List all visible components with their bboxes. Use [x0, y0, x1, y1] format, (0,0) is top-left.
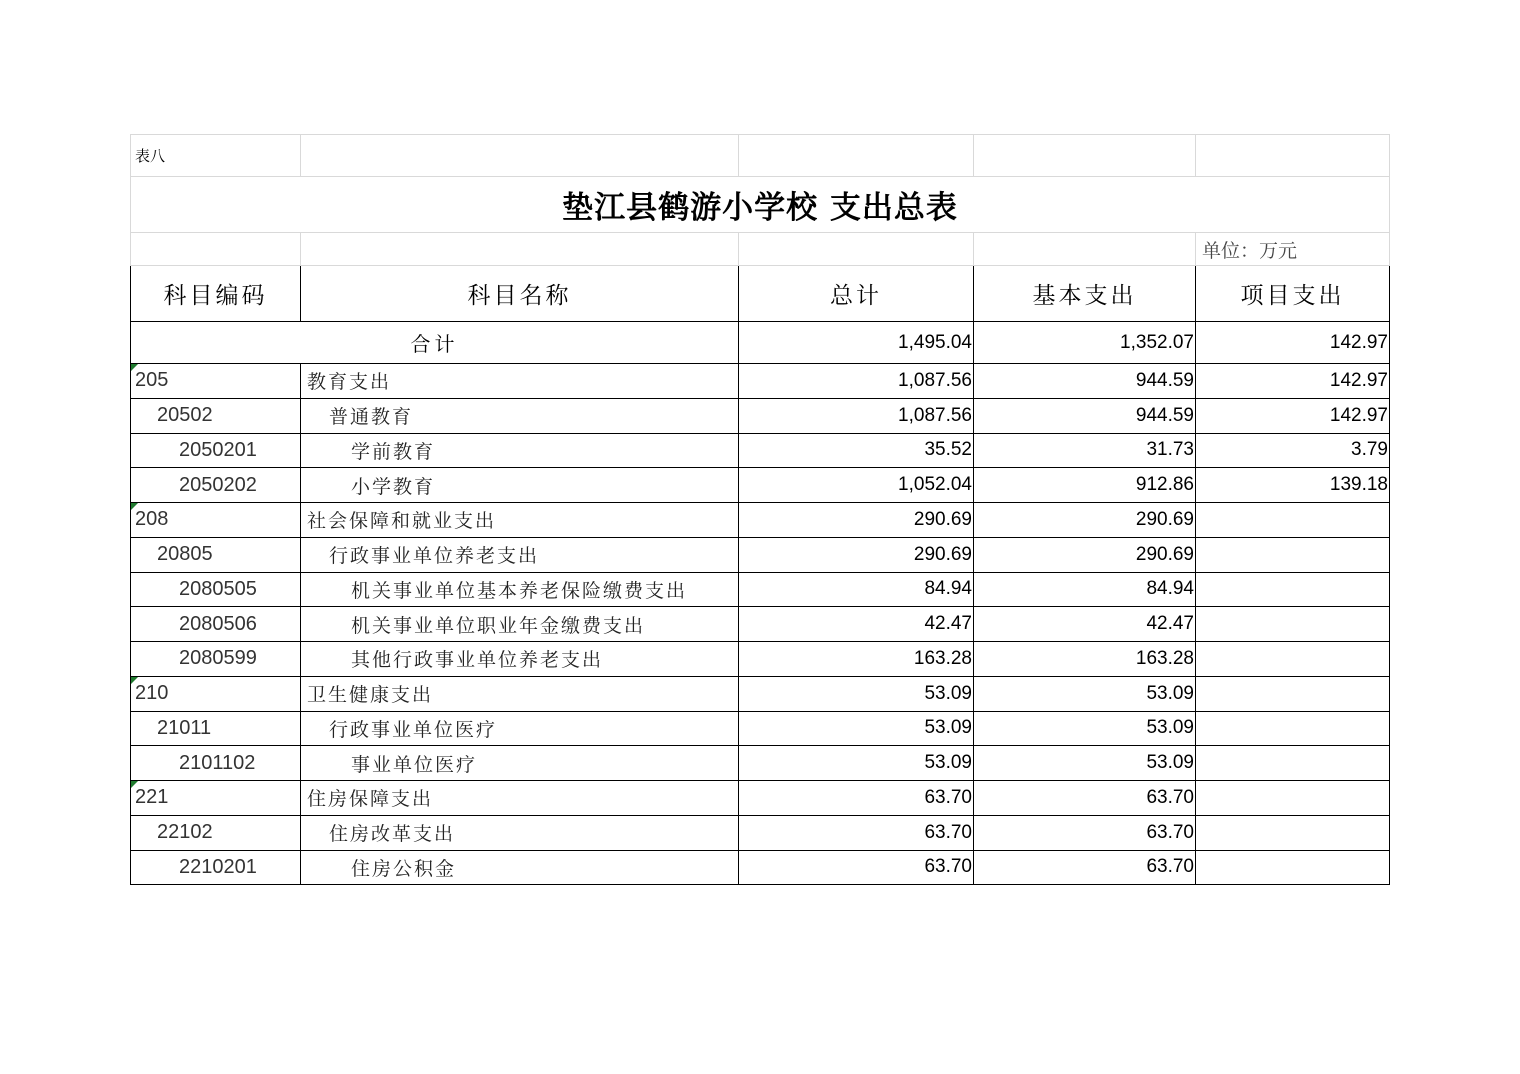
basic-cell[interactable]: 63.70: [974, 781, 1196, 816]
code-cell[interactable]: 2080599: [131, 642, 301, 677]
project-cell[interactable]: [1196, 746, 1390, 781]
code-cell[interactable]: 2101102: [131, 746, 301, 781]
cell-comment-marker: [131, 364, 138, 371]
name-cell[interactable]: 住房公积金: [301, 850, 739, 885]
code-cell[interactable]: 22102: [131, 815, 301, 850]
header-total[interactable]: 总计: [739, 266, 974, 322]
code-cell[interactable]: 21011: [131, 711, 301, 746]
name-cell[interactable]: 小学教育: [301, 468, 739, 503]
total-cell[interactable]: 1,087.56: [739, 364, 974, 399]
basic-cell[interactable]: 290.69: [974, 537, 1196, 572]
empty-cell[interactable]: [974, 135, 1196, 177]
table-row: [131, 398, 1390, 433]
total-cell[interactable]: 53.09: [739, 711, 974, 746]
basic-cell[interactable]: 84.94: [974, 572, 1196, 607]
cell-comment-marker: [131, 781, 138, 788]
code-cell[interactable]: 2050202: [131, 468, 301, 503]
project-cell[interactable]: [1196, 572, 1390, 607]
page-title[interactable]: 垫江县鹤游小学校 支出总表: [131, 177, 1390, 233]
name-cell[interactable]: 机关事业单位职业年金缴费支出: [301, 607, 739, 642]
table-row: [131, 850, 1390, 885]
empty-cell[interactable]: [131, 233, 301, 266]
cell-comment-marker: [131, 503, 138, 510]
total-cell[interactable]: 290.69: [739, 503, 974, 538]
header-row: [131, 266, 1390, 322]
total-cell[interactable]: 53.09: [739, 676, 974, 711]
table-row: [131, 468, 1390, 503]
empty-cell[interactable]: [301, 135, 739, 177]
project-cell[interactable]: [1196, 607, 1390, 642]
total-cell[interactable]: 35.52: [739, 433, 974, 468]
empty-cell[interactable]: [1196, 135, 1390, 177]
total-cell[interactable]: 163.28: [739, 642, 974, 677]
basic-cell[interactable]: 53.09: [974, 746, 1196, 781]
summary-total[interactable]: 1,495.04: [739, 322, 974, 364]
total-cell[interactable]: 84.94: [739, 572, 974, 607]
project-cell[interactable]: [1196, 503, 1390, 538]
table-row: [131, 642, 1390, 677]
cell-comment-marker: [131, 677, 138, 684]
basic-cell[interactable]: 31.73: [974, 433, 1196, 468]
table-row: [131, 746, 1390, 781]
unit-row: [131, 233, 1390, 266]
spreadsheet: [130, 134, 1389, 885]
table-row: [131, 537, 1390, 572]
expenditure-table: [130, 134, 1390, 885]
table-label[interactable]: 表八: [131, 135, 301, 177]
name-cell[interactable]: 住房改革支出: [301, 815, 739, 850]
project-cell[interactable]: [1196, 815, 1390, 850]
name-cell[interactable]: 住房保障支出: [301, 781, 739, 816]
summary-basic[interactable]: 1,352.07: [974, 322, 1196, 364]
name-cell[interactable]: 其他行政事业单位养老支出: [301, 642, 739, 677]
empty-cell[interactable]: [301, 233, 739, 266]
name-cell[interactable]: 教育支出: [301, 364, 739, 399]
code-cell[interactable]: [131, 676, 301, 711]
table-label-row: [131, 135, 1390, 177]
project-cell[interactable]: 139.18: [1196, 468, 1390, 503]
table-row: [131, 364, 1390, 399]
basic-cell[interactable]: 912.86: [974, 468, 1196, 503]
total-cell[interactable]: 1,087.56: [739, 398, 974, 433]
code-text: 221: [135, 786, 169, 809]
table-row: [131, 503, 1390, 538]
total-cell[interactable]: 63.70: [739, 850, 974, 885]
header-basic[interactable]: 基本支出: [974, 266, 1196, 322]
header-project[interactable]: 项目支出: [1196, 266, 1390, 322]
summary-project[interactable]: 142.97: [1196, 322, 1390, 364]
title-row: [131, 177, 1390, 233]
code-text: 210: [135, 682, 169, 705]
code-text: 205: [135, 369, 169, 392]
project-cell[interactable]: [1196, 642, 1390, 677]
basic-cell[interactable]: 944.59: [974, 398, 1196, 433]
code-text: 208: [135, 508, 169, 531]
total-cell[interactable]: 63.70: [739, 781, 974, 816]
table-row: [131, 815, 1390, 850]
code-cell[interactable]: [131, 364, 301, 399]
summary-row: [131, 322, 1390, 364]
total-cell[interactable]: 1,052.04: [739, 468, 974, 503]
empty-cell[interactable]: [739, 233, 974, 266]
total-cell[interactable]: 53.09: [739, 746, 974, 781]
basic-cell[interactable]: 53.09: [974, 711, 1196, 746]
header-code[interactable]: 科目编码: [131, 266, 301, 322]
project-cell[interactable]: 3.79: [1196, 433, 1390, 468]
name-cell[interactable]: 行政事业单位医疗: [301, 711, 739, 746]
header-name[interactable]: 科目名称: [301, 266, 739, 322]
empty-cell[interactable]: [739, 135, 974, 177]
table-row: [131, 711, 1390, 746]
name-cell[interactable]: 行政事业单位养老支出: [301, 537, 739, 572]
total-cell[interactable]: 42.47: [739, 607, 974, 642]
code-cell[interactable]: 2050201: [131, 433, 301, 468]
project-cell[interactable]: [1196, 850, 1390, 885]
total-cell[interactable]: 63.70: [739, 815, 974, 850]
basic-cell[interactable]: 63.70: [974, 850, 1196, 885]
name-cell[interactable]: 机关事业单位基本养老保险缴费支出: [301, 572, 739, 607]
basic-cell[interactable]: 42.47: [974, 607, 1196, 642]
total-cell[interactable]: 290.69: [739, 537, 974, 572]
name-cell[interactable]: 事业单位医疗: [301, 746, 739, 781]
basic-cell[interactable]: 290.69: [974, 503, 1196, 538]
code-cell[interactable]: 20502: [131, 398, 301, 433]
table-row: [131, 433, 1390, 468]
project-cell[interactable]: 142.97: [1196, 398, 1390, 433]
code-cell[interactable]: 2080506: [131, 607, 301, 642]
table-row: [131, 607, 1390, 642]
project-cell[interactable]: [1196, 711, 1390, 746]
empty-cell[interactable]: [974, 233, 1196, 266]
code-cell[interactable]: 2210201: [131, 850, 301, 885]
project-cell[interactable]: 142.97: [1196, 364, 1390, 399]
project-cell[interactable]: [1196, 781, 1390, 816]
basic-cell[interactable]: 163.28: [974, 642, 1196, 677]
basic-cell[interactable]: 63.70: [974, 815, 1196, 850]
name-cell[interactable]: 学前教育: [301, 433, 739, 468]
table-row: [131, 781, 1390, 816]
basic-cell[interactable]: 53.09: [974, 676, 1196, 711]
name-cell[interactable]: 普通教育: [301, 398, 739, 433]
unit-label[interactable]: 单位：万元: [1196, 233, 1390, 266]
name-cell[interactable]: 社会保障和就业支出: [301, 503, 739, 538]
basic-cell[interactable]: 944.59: [974, 364, 1196, 399]
project-cell[interactable]: [1196, 676, 1390, 711]
project-cell[interactable]: [1196, 537, 1390, 572]
table-row: [131, 676, 1390, 711]
code-cell[interactable]: [131, 503, 301, 538]
code-cell[interactable]: 2080505: [131, 572, 301, 607]
summary-label[interactable]: 合计: [131, 322, 739, 364]
name-cell[interactable]: 卫生健康支出: [301, 676, 739, 711]
code-cell[interactable]: 20805: [131, 537, 301, 572]
table-row: [131, 572, 1390, 607]
code-cell[interactable]: [131, 781, 301, 816]
